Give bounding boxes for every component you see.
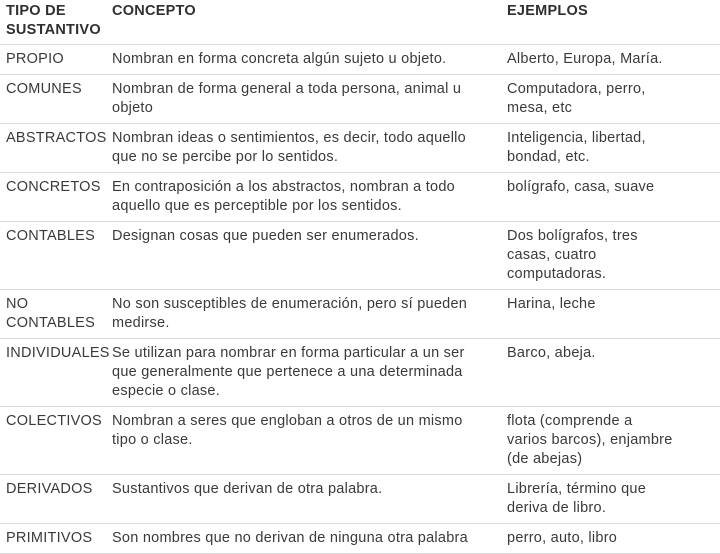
cell-concepto: Se utilizan para nombrar en forma particular a un ser que generalmente que pertenece a una determinada especie o clase. [106, 339, 501, 407]
cell-tipo: PROPIO [0, 45, 106, 75]
header-tipo: TIPO DE SUSTANTIVO [0, 0, 106, 45]
cell-concepto: Nombran en forma concreta algún sujeto u objeto. [106, 45, 501, 75]
cell-tipo: ABSTRACTOS [0, 124, 106, 173]
cell-ejemplos: Librería, término que deriva de libro. [501, 475, 720, 524]
cell-ejemplos: flota (comprende a varios barcos), enjambre (de abejas) [501, 407, 720, 475]
cell-ejemplos: bolígrafo, casa, suave [501, 173, 720, 222]
cell-concepto: Nombran de forma general a toda persona, animal u objeto [106, 75, 501, 124]
cell-concepto: En contraposición a los abstractos, nombran a todo aquello que es perceptible por los sentidos. [106, 173, 501, 222]
cell-ejemplos: Dos bolígrafos, tres casas, cuatro computadoras. [501, 222, 720, 290]
cell-tipo: INDIVIDUALES [0, 339, 106, 407]
header-row [0, 0, 720, 45]
header-concepto: CONCEPTO [106, 0, 501, 45]
cell-tipo: PRIMITIVOS [0, 524, 106, 554]
table-row [0, 290, 720, 339]
cell-concepto: Sustantivos que derivan de otra palabra. [106, 475, 501, 524]
cell-tipo: NO CONTABLES [0, 290, 106, 339]
cell-ejemplos: Inteligencia, libertad, bondad, etc. [501, 124, 720, 173]
cell-tipo: CONCRETOS [0, 173, 106, 222]
table-row [0, 45, 720, 75]
table-row [0, 475, 720, 524]
cell-concepto: No son susceptibles de enumeración, pero sí pueden medirse. [106, 290, 501, 339]
table-row [0, 222, 720, 290]
cell-ejemplos: Computadora, perro, mesa, etc [501, 75, 720, 124]
cell-concepto: Nombran a seres que engloban a otros de un mismo tipo o clase. [106, 407, 501, 475]
cell-tipo: CONTABLES [0, 222, 106, 290]
cell-concepto: Son nombres que no derivan de ninguna otra palabra [106, 524, 501, 554]
cell-tipo: COLECTIVOS [0, 407, 106, 475]
table-row [0, 75, 720, 124]
table-row [0, 524, 720, 554]
cell-tipo: DERIVADOS [0, 475, 106, 524]
cell-ejemplos: Alberto, Europa, María. [501, 45, 720, 75]
table-row [0, 339, 720, 407]
cell-tipo: COMUNES [0, 75, 106, 124]
cell-ejemplos: Barco, abeja. [501, 339, 720, 407]
table-row [0, 173, 720, 222]
cell-ejemplos: Harina, leche [501, 290, 720, 339]
table-row [0, 124, 720, 173]
header-ejemplos: EJEMPLOS [501, 0, 720, 45]
cell-concepto: Designan cosas que pueden ser enumerados. [106, 222, 501, 290]
cell-concepto: Nombran ideas o sentimientos, es decir, todo aquello que no se percibe por lo sentidos. [106, 124, 501, 173]
table-row [0, 407, 720, 475]
cell-ejemplos: perro, auto, libro [501, 524, 720, 554]
